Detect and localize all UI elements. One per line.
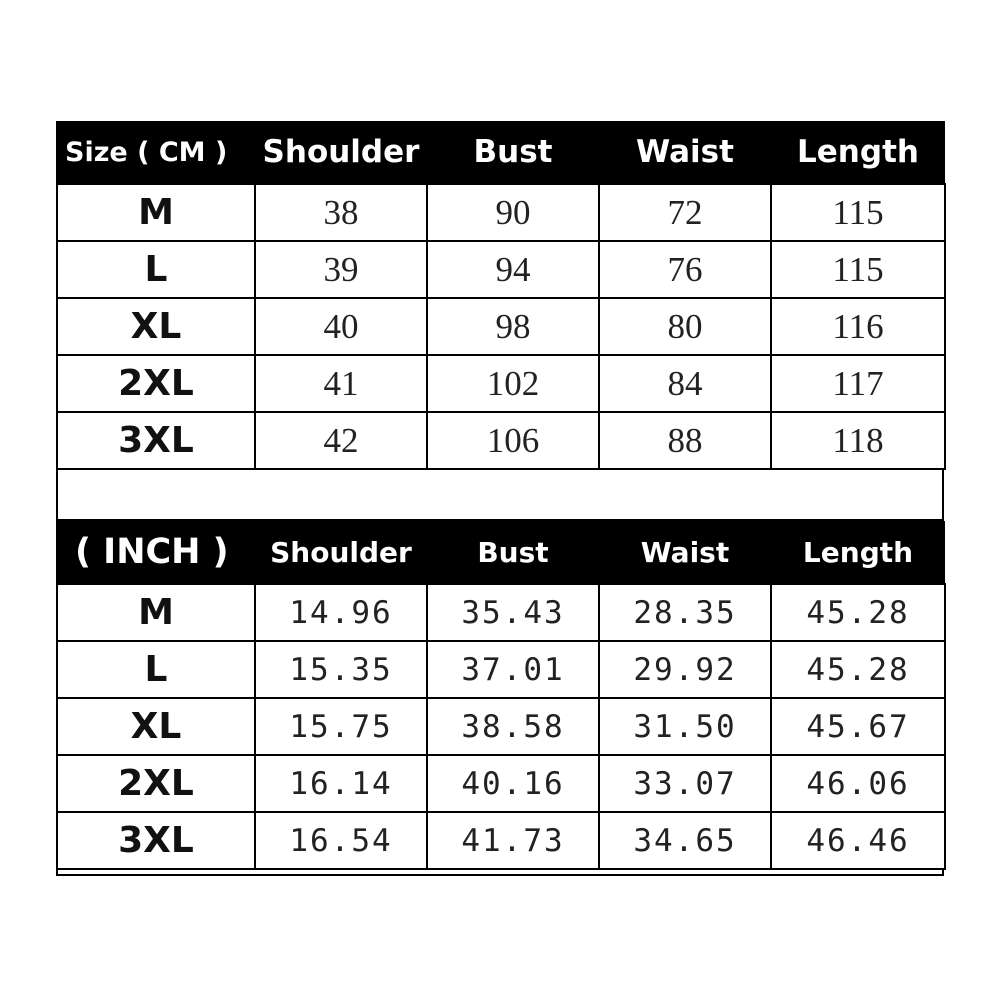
length-value: 116: [771, 298, 945, 355]
inch-bust-header: Bust: [427, 521, 599, 584]
length-value: 115: [771, 184, 945, 241]
bust-value: 106: [427, 412, 599, 469]
table-row: [57, 812, 945, 869]
cm-bust-header: Bust: [427, 121, 599, 184]
waist-value: 72: [599, 184, 771, 241]
inch-waist-header: Waist: [599, 521, 771, 584]
waist-value: 34.65: [599, 812, 771, 869]
table-row: [57, 412, 945, 469]
cm-header-row: [57, 121, 945, 184]
waist-value: 76: [599, 241, 771, 298]
bust-value: 102: [427, 355, 599, 412]
bust-value: 38.58: [427, 698, 599, 755]
shoulder-value: 42: [255, 412, 427, 469]
table-row: [57, 755, 945, 812]
length-value: 46.06: [771, 755, 945, 812]
bust-value: 35.43: [427, 584, 599, 641]
bust-value: 37.01: [427, 641, 599, 698]
inch-size-header: ( INCH ): [57, 521, 255, 584]
inch-size-table: [56, 521, 946, 870]
waist-value: 33.07: [599, 755, 771, 812]
length-value: 115: [771, 241, 945, 298]
waist-value: 84: [599, 355, 771, 412]
table-row: [57, 355, 945, 412]
length-value: 117: [771, 355, 945, 412]
size-label: L: [57, 241, 255, 298]
length-value: 45.28: [771, 584, 945, 641]
shoulder-value: 15.35: [255, 641, 427, 698]
waist-value: 29.92: [599, 641, 771, 698]
bust-value: 98: [427, 298, 599, 355]
size-label: 3XL: [57, 812, 255, 869]
cm-waist-header: Waist: [599, 121, 771, 184]
waist-value: 88: [599, 412, 771, 469]
table-row: [57, 298, 945, 355]
size-label: 3XL: [57, 412, 255, 469]
cm-shoulder-header: Shoulder: [255, 121, 427, 184]
size-label: XL: [57, 698, 255, 755]
bust-value: 94: [427, 241, 599, 298]
shoulder-value: 16.14: [255, 755, 427, 812]
size-label: XL: [57, 298, 255, 355]
shoulder-value: 15.75: [255, 698, 427, 755]
length-value: 118: [771, 412, 945, 469]
shoulder-value: 16.54: [255, 812, 427, 869]
table-divider-band: [56, 476, 944, 521]
inch-header-row: [57, 521, 945, 584]
size-label: M: [57, 584, 255, 641]
length-value: 46.46: [771, 812, 945, 869]
waist-value: 31.50: [599, 698, 771, 755]
inch-shoulder-header: Shoulder: [255, 521, 427, 584]
cm-size-header: Size ( CM ): [57, 121, 255, 184]
shoulder-value: 39: [255, 241, 427, 298]
bust-value: 90: [427, 184, 599, 241]
cm-size-table: [56, 121, 946, 470]
length-value: 45.67: [771, 698, 945, 755]
cm-length-header: Length: [771, 121, 945, 184]
waist-value: 80: [599, 298, 771, 355]
table-row: [57, 241, 945, 298]
size-label: 2XL: [57, 755, 255, 812]
shoulder-value: 41: [255, 355, 427, 412]
table-row: [57, 641, 945, 698]
waist-value: 28.35: [599, 584, 771, 641]
size-label: L: [57, 641, 255, 698]
shoulder-value: 38: [255, 184, 427, 241]
bust-value: 40.16: [427, 755, 599, 812]
inch-length-header: Length: [771, 521, 945, 584]
length-value: 45.28: [771, 641, 945, 698]
size-label: 2XL: [57, 355, 255, 412]
shoulder-value: 14.96: [255, 584, 427, 641]
table-row: [57, 698, 945, 755]
bust-value: 41.73: [427, 812, 599, 869]
table-row: [57, 184, 945, 241]
table-row: [57, 584, 945, 641]
size-label: M: [57, 184, 255, 241]
shoulder-value: 40: [255, 298, 427, 355]
